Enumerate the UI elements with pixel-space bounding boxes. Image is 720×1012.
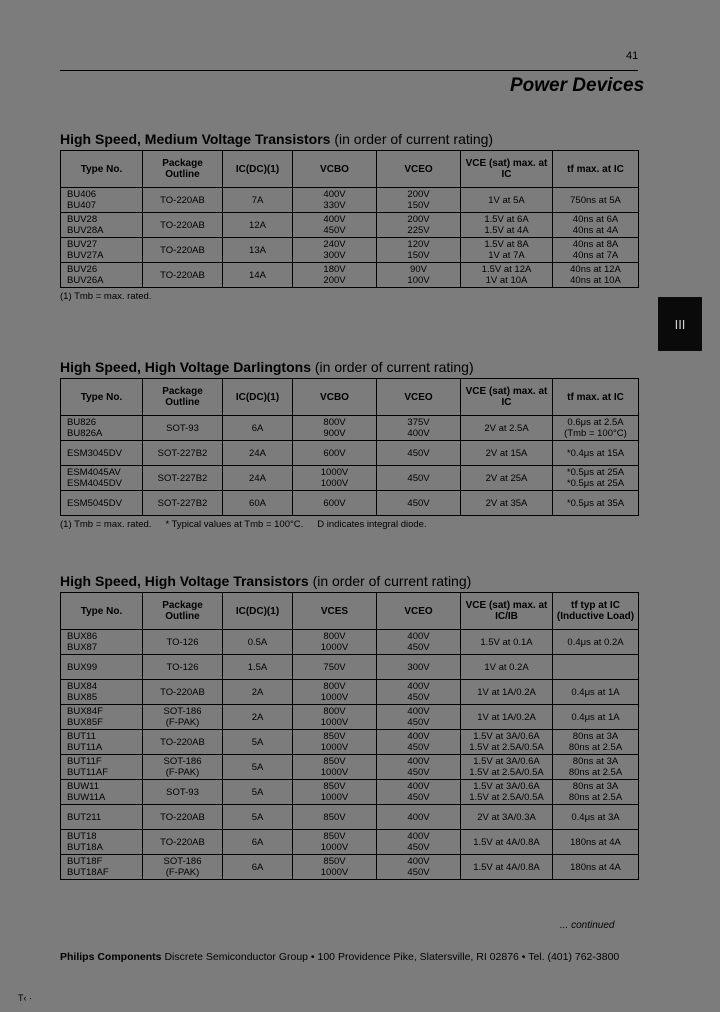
header-vce-sat: VCE (sat) max. at IC <box>461 151 553 188</box>
spec-table <box>60 378 639 516</box>
cell-package: SOT-227B2 <box>143 441 223 466</box>
section-medium-voltage-transistors <box>60 130 638 304</box>
cell-package: SOT-186 (F-PAK) <box>143 855 223 880</box>
cell-type-no: ESM3045DV <box>61 441 143 466</box>
cell-tf: 80ns at 3A 80ns at 2.5A <box>553 780 639 805</box>
table-row <box>61 441 639 466</box>
cell-ic-dc: 24A <box>223 441 293 466</box>
footer: Philips Components Discrete Semiconductor Group • 100 Providence Pike, Slatersville, RI 02876 • Tel. (401) 762-3800 <box>60 951 620 963</box>
cell-tf: 0.4μs at 0.2A <box>553 630 639 655</box>
footnote: * Typical values at Tmb = 100°C. <box>165 519 304 530</box>
header-vcbo: VCBO <box>293 151 377 188</box>
cell-package: SOT-227B2 <box>143 491 223 516</box>
header-ic-dc: IC(DC)(1) <box>223 593 293 630</box>
cell-vceo: 300V <box>377 655 461 680</box>
cell-type-no: BUT211 <box>61 805 143 830</box>
cell-vce-sat: 1.5V at 6A 1.5V at 4A <box>461 213 553 238</box>
cell-package: SOT-186 (F-PAK) <box>143 755 223 780</box>
cell-vcbo: 850V 1000V <box>293 855 377 880</box>
section-heading: High Speed, High Voltage Transistors (in order of current rating) <box>60 573 472 589</box>
cell-package: TO-220AB <box>143 213 223 238</box>
footnote: D indicates integral diode. <box>317 519 427 530</box>
cell-ic-dc: 60A <box>223 491 293 516</box>
cell-vce-sat: 2V at 2.5A <box>461 416 553 441</box>
cell-package: TO-220AB <box>143 730 223 755</box>
cell-tf: 0.4μs at 3A <box>553 805 639 830</box>
cell-vceo: 450V <box>377 491 461 516</box>
cell-ic-dc: 2A <box>223 680 293 705</box>
cell-vcbo: 400V 330V <box>293 188 377 213</box>
spec-table <box>60 150 639 288</box>
cell-ic-dc: 1.5A <box>223 655 293 680</box>
cell-ic-dc: 24A <box>223 466 293 491</box>
cell-tf: 0.4μs at 1A <box>553 705 639 730</box>
cell-type-no: BU826 BU826A <box>61 416 143 441</box>
table-row <box>61 238 639 263</box>
header-package: Package Outline <box>143 593 223 630</box>
header-type-no: Type No. <box>61 593 143 630</box>
cell-vce-sat: 1.5V at 3A/0.6A 1.5V at 2.5A/0.5A <box>461 755 553 780</box>
cell-vcbo: 800V 1000V <box>293 705 377 730</box>
section-high-voltage-transistors <box>60 572 638 896</box>
table-row <box>61 263 639 288</box>
cell-vcbo: 180V 200V <box>293 263 377 288</box>
cell-type-no: BU406 BU407 <box>61 188 143 213</box>
cell-vceo: 375V 400V <box>377 416 461 441</box>
cell-vcbo: 1000V 1000V <box>293 466 377 491</box>
cell-package: TO-220AB <box>143 830 223 855</box>
header-package: Package Outline <box>143 379 223 416</box>
table-row <box>61 630 639 655</box>
table-row <box>61 830 639 855</box>
cell-vcbo: 600V <box>293 441 377 466</box>
table-notes <box>60 883 638 896</box>
cell-package: SOT-93 <box>143 780 223 805</box>
cell-type-no: BUX84 BUX85 <box>61 680 143 705</box>
cell-ic-dc: 5A <box>223 730 293 755</box>
table-row <box>61 805 639 830</box>
cell-ic-dc: 5A <box>223 805 293 830</box>
cell-vce-sat: 2V at 15A <box>461 441 553 466</box>
cell-tf: 80ns at 3A 80ns at 2.5A <box>553 755 639 780</box>
table-row <box>61 466 639 491</box>
header-tf: tf typ at IC (Inductive Load) <box>553 593 639 630</box>
cell-vceo: 400V 450V <box>377 705 461 730</box>
header-vcbo: VCBO <box>293 379 377 416</box>
cell-tf: *0.5μs at 35A <box>553 491 639 516</box>
cell-vceo: 450V <box>377 466 461 491</box>
cell-type-no: BUX84F BUX85F <box>61 705 143 730</box>
table-row <box>61 655 639 680</box>
cell-type-no: ESM5045DV <box>61 491 143 516</box>
cell-tf: 0.4μs at 1A <box>553 680 639 705</box>
cell-ic-dc: 13A <box>223 238 293 263</box>
table-row <box>61 705 639 730</box>
page-number: 41 <box>626 50 639 62</box>
cell-type-no: BUT11 BUT11A <box>61 730 143 755</box>
cell-vce-sat: 1.5V at 3A/0.6A 1.5V at 2.5A/0.5A <box>461 730 553 755</box>
cell-vce-sat: 1.5V at 4A/0.8A <box>461 855 553 880</box>
continued-label: ... continued <box>560 920 615 931</box>
cell-vcbo: 850V <box>293 805 377 830</box>
section-heading: High Speed, Medium Voltage Transistors (in order of current rating) <box>60 131 494 147</box>
cell-vcbo: 850V 1000V <box>293 780 377 805</box>
header-vceo: VCEO <box>377 151 461 188</box>
table-notes <box>60 291 638 304</box>
cell-type-no: BUV26 BUV26A <box>61 263 143 288</box>
cell-package: TO-220AB <box>143 238 223 263</box>
header-type-no: Type No. <box>61 151 143 188</box>
cell-ic-dc: 5A <box>223 755 293 780</box>
cell-vcbo: 750V <box>293 655 377 680</box>
table-row <box>61 213 639 238</box>
cell-vcbo: 850V 1000V <box>293 755 377 780</box>
cell-tf: 40ns at 12A 40ns at 10A <box>553 263 639 288</box>
cell-vce-sat: 1.5V at 3A/0.6A 1.5V at 2.5A/0.5A <box>461 780 553 805</box>
cell-type-no: BUT18 BUT18A <box>61 830 143 855</box>
table-row <box>61 730 639 755</box>
cell-vceo: 400V 450V <box>377 680 461 705</box>
cell-package: TO-220AB <box>143 805 223 830</box>
cell-tf: 0.6μs at 2.5A (Tmb = 100°C) <box>553 416 639 441</box>
cell-vcbo: 850V 1000V <box>293 830 377 855</box>
cell-package: SOT-93 <box>143 416 223 441</box>
cell-type-no: BUT18F BUT18AF <box>61 855 143 880</box>
cell-vcbo: 800V 900V <box>293 416 377 441</box>
table-row <box>61 680 639 705</box>
header-tf: tf max. at IC <box>553 379 639 416</box>
cell-tf: 40ns at 6A 40ns at 4A <box>553 213 639 238</box>
cell-package: TO-126 <box>143 630 223 655</box>
cell-vce-sat: 1V at 0.2A <box>461 655 553 680</box>
section-heading: High Speed, High Voltage Darlingtons (in order of current rating) <box>60 359 474 375</box>
cell-ic-dc: 6A <box>223 855 293 880</box>
cell-tf: *0.4μs at 15A <box>553 441 639 466</box>
cell-vceo: 400V 450V <box>377 630 461 655</box>
cell-package: TO-220AB <box>143 188 223 213</box>
cell-vcbo: 850V 1000V <box>293 730 377 755</box>
page-title: Power Devices <box>510 75 645 96</box>
cell-package: TO-220AB <box>143 263 223 288</box>
cell-ic-dc: 14A <box>223 263 293 288</box>
header-ic-dc: IC(DC)(1) <box>223 151 293 188</box>
cell-vce-sat: 2V at 25A <box>461 466 553 491</box>
cell-package: TO-220AB <box>143 680 223 705</box>
table-notes <box>60 519 638 532</box>
cell-vcbo: 240V 300V <box>293 238 377 263</box>
cell-vcbo: 800V 1000V <box>293 630 377 655</box>
cell-ic-dc: 6A <box>223 416 293 441</box>
header-tf: tf max. at IC <box>553 151 639 188</box>
header-vceo: VCEO <box>377 593 461 630</box>
table-row <box>61 780 639 805</box>
cell-vce-sat: 1V at 5A <box>461 188 553 213</box>
cell-tf: 180ns at 4A <box>553 855 639 880</box>
cell-vceo: 400V 450V <box>377 780 461 805</box>
cell-ic-dc: 0.5A <box>223 630 293 655</box>
header-package: Package Outline <box>143 151 223 188</box>
header-ic-dc: IC(DC)(1) <box>223 379 293 416</box>
corner-mark: T‹ · <box>18 993 32 1003</box>
cell-type-no: BUV28 BUV28A <box>61 213 143 238</box>
cell-vcbo: 400V 450V <box>293 213 377 238</box>
cell-tf: 40ns at 8A 40ns at 7A <box>553 238 639 263</box>
cell-type-no: ESM4045AV ESM4045DV <box>61 466 143 491</box>
cell-type-no: BUV27 BUV27A <box>61 238 143 263</box>
cell-tf: 750ns at 5A <box>553 188 639 213</box>
cell-vceo: 400V 450V <box>377 755 461 780</box>
cell-vceo: 90V 100V <box>377 263 461 288</box>
cell-tf: 180ns at 4A <box>553 830 639 855</box>
cell-vceo: 120V 150V <box>377 238 461 263</box>
spec-table <box>60 592 639 880</box>
cell-vcbo: 600V <box>293 491 377 516</box>
cell-vce-sat: 2V at 35A <box>461 491 553 516</box>
header-vce-sat: VCE (sat) max. at IC <box>461 379 553 416</box>
table-row <box>61 188 639 213</box>
cell-vce-sat: 1.5V at 8A 1V at 7A <box>461 238 553 263</box>
table-row <box>61 416 639 441</box>
cell-vceo: 200V 150V <box>377 188 461 213</box>
cell-vce-sat: 2V at 3A/0.3A <box>461 805 553 830</box>
cell-vce-sat: 1.5V at 0.1A <box>461 630 553 655</box>
cell-tf: 80ns at 3A 80ns at 2.5A <box>553 730 639 755</box>
cell-vceo: 200V 225V <box>377 213 461 238</box>
cell-package: SOT-186 (F-PAK) <box>143 705 223 730</box>
cell-ic-dc: 2A <box>223 705 293 730</box>
header-type-no: Type No. <box>61 379 143 416</box>
cell-package: TO-126 <box>143 655 223 680</box>
table-row <box>61 755 639 780</box>
cell-ic-dc: 5A <box>223 780 293 805</box>
cell-vceo: 400V 450V <box>377 830 461 855</box>
header-rule <box>60 70 638 71</box>
cell-vce-sat: 1V at 1A/0.2A <box>461 680 553 705</box>
chapter-tab: III <box>658 297 702 351</box>
cell-type-no: BUW11 BUW11A <box>61 780 143 805</box>
cell-ic-dc: 6A <box>223 830 293 855</box>
table-row <box>61 855 639 880</box>
cell-vce-sat: 1.5V at 4A/0.8A <box>461 830 553 855</box>
cell-package: SOT-227B2 <box>143 466 223 491</box>
footnote: (1) Tmb = max. rated. <box>60 519 152 530</box>
cell-ic-dc: 7A <box>223 188 293 213</box>
cell-vceo: 450V <box>377 441 461 466</box>
cell-vceo: 400V 450V <box>377 730 461 755</box>
cell-vceo: 400V 450V <box>377 855 461 880</box>
section-high-voltage-darlingtons <box>60 358 638 532</box>
cell-type-no: BUT11F BUT11AF <box>61 755 143 780</box>
cell-type-no: BUX86 BUX87 <box>61 630 143 655</box>
cell-type-no: BUX99 <box>61 655 143 680</box>
cell-tf: *0.5μs at 25A *0.5μs at 25A <box>553 466 639 491</box>
cell-vce-sat: 1V at 1A/0.2A <box>461 705 553 730</box>
cell-ic-dc: 12A <box>223 213 293 238</box>
header-vcbo: VCES <box>293 593 377 630</box>
cell-tf <box>553 655 639 680</box>
table-row <box>61 491 639 516</box>
header-vce-sat: VCE (sat) max. at IC/IB <box>461 593 553 630</box>
footnote: (1) Tmb = max. rated. <box>60 291 152 302</box>
cell-vceo: 400V <box>377 805 461 830</box>
cell-vcbo: 800V 1000V <box>293 680 377 705</box>
cell-vce-sat: 1.5V at 12A 1V at 10A <box>461 263 553 288</box>
header-vceo: VCEO <box>377 379 461 416</box>
